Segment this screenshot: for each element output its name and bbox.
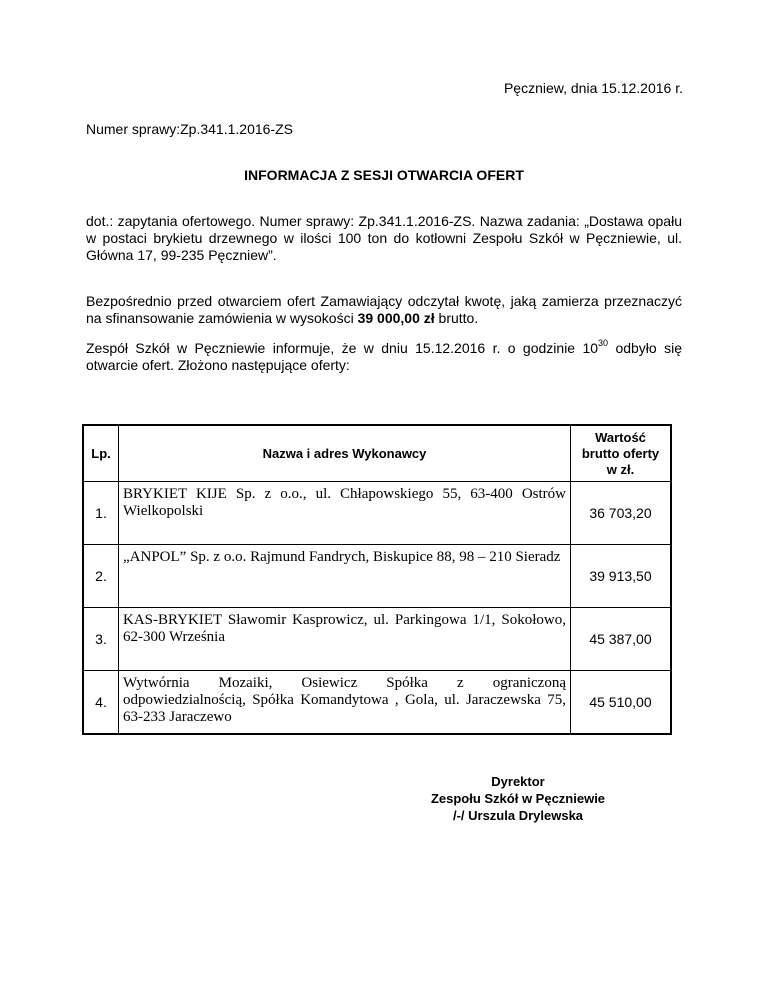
paragraph-opening [86,340,682,374]
signature-institution: Zespołu Szkół w Pęczniewie [430,791,606,806]
opening-time-minutes: 30 [598,338,609,349]
table-row [83,482,671,545]
header-value-line3: w zł. [606,461,635,477]
offers-table [82,424,672,735]
document-title: INFORMACJA Z SESJI OTWARCIA OFERT [244,167,524,183]
paragraph-subject: dot.: zapytania ofertowego. Numer sprawy: Zp.341.1.2016-ZS. Nazwa zadania: „Dostawa opału w postaci brykietu drzewnego w ilości 100 ton do kotłowni Zespołu Szkół w Pęczniewie, ul. Główna 17, 99-235 Pęczniew”. [86,213,682,263]
opening-text-before: Zespół Szkół w Pęczniewie informuje, że w dniu 15.12.2016 r. o godzinie 10 [86,340,599,356]
table-row [83,545,671,608]
header-contractor: Nazwa i adres Wykonawcy [119,425,571,482]
budget-amount: 39 000,00 zł [357,310,435,326]
header-value-line1: Wartość [595,429,646,445]
row-value: 45 510,00 [571,671,672,735]
row-lp: 2. [83,545,119,608]
row-lp: 4. [83,671,119,735]
row-lp: 1. [83,482,119,545]
row-contractor: Wytwórnia Mozaiki, Osiewicz Spółka z ograniczoną odpowiedzialnością, Spółka Komandytowa , Gola, ul. Jaraczewska 75, 63-233 Jaraczewo [119,671,571,735]
row-contractor: BRYKIET KIJE Sp. z o.o., ul. Chłapowskiego 55, 63-400 Ostrów Wielkopolski [119,482,571,545]
paragraph-budget [86,293,682,327]
header-value [571,425,672,482]
row-contractor: KAS-BRYKIET Sławomir Kasprowicz, ul. Parkingowa 1/1, Sokołowo, 62-300 Września [119,608,571,671]
row-value: 45 387,00 [571,608,672,671]
row-contractor: „ANPOL” Sp. z o.o. Rajmund Fandrych, Biskupice 88, 98 – 210 Sieradz [119,545,571,608]
signature-role: Dyrektor [491,774,545,789]
case-number: Numer sprawy:Zp.341.1.2016-ZS [86,121,293,137]
row-value: 36 703,20 [571,482,672,545]
signature-name: /-/ Urszula Drylewska [452,808,584,823]
header-value-line2: brutto oferty [581,445,660,461]
table-row [83,671,671,735]
header-lp: Lp. [83,425,119,482]
row-lp: 3. [83,608,119,671]
budget-text-before: Bezpośrednio przed otwarciem ofert Zamawiający odczytał kwotę, jaką zamierza przeznaczyć na sfinansowanie zamówienia w wysokości [86,293,682,326]
signature-block [400,773,636,824]
row-value: 39 913,50 [571,545,672,608]
place-date: Pęczniew, dnia 15.12.2016 r. [503,80,683,96]
table-row [83,608,671,671]
table-header-row [83,425,671,482]
opening-text-after: odbyło się otwarcie ofert. Złożono następujące oferty: [86,340,682,373]
budget-text-after: brutto. [434,310,479,326]
